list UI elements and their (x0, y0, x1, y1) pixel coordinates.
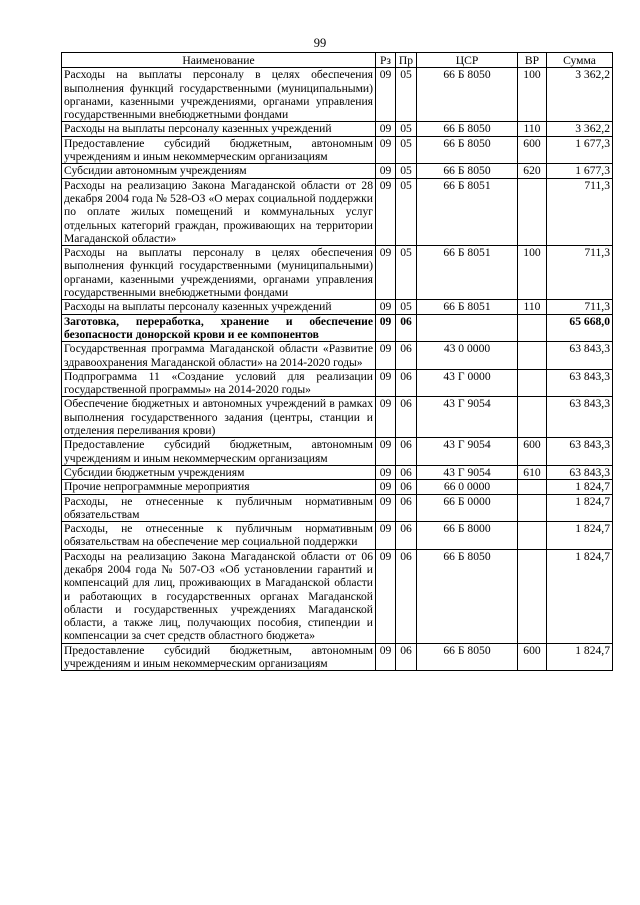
cell-sum: 1 677,3 (547, 136, 613, 164)
cell-vr (518, 480, 547, 494)
cell-sum: 63 843,3 (547, 342, 613, 370)
cell-name: Расходы на выплаты персоналу в целях обеспечения выполнения функций государственными (муниципальными) органами, казенными учреждениями, органами управления государственными внебюджетными фондами (62, 246, 376, 300)
cell-pr: 06 (396, 397, 417, 438)
cell-rz: 09 (376, 438, 396, 466)
cell-csr: 66 Б 8050 (417, 122, 518, 136)
cell-name: Расходы на реализацию Закона Магаданской области от 28 декабря 2004 года № 528-ОЗ «О мерах социальной поддержки по оплате жилых помещений и коммунальных услуг отдельных категорий граждан, проживающих на территории Магаданской области» (62, 178, 376, 245)
cell-rz: 09 (376, 122, 396, 136)
cell-name: Расходы на выплаты персоналу казенных учреждений (62, 300, 376, 314)
table-row (62, 494, 613, 522)
cell-vr (518, 314, 547, 342)
cell-rz: 09 (376, 246, 396, 300)
cell-pr: 05 (396, 122, 417, 136)
cell-csr: 43 Г 9054 (417, 397, 518, 438)
header-vr: ВР (518, 53, 547, 68)
cell-csr: 43 Г 0000 (417, 369, 518, 397)
cell-rz: 09 (376, 480, 396, 494)
cell-pr: 06 (396, 369, 417, 397)
cell-name: Расходы, не отнесенные к публичным нормативным обязательствам на обеспечение мер социальной поддержки (62, 522, 376, 550)
cell-rz: 09 (376, 465, 396, 479)
budget-table (61, 52, 613, 671)
cell-csr: 66 Б 8051 (417, 246, 518, 300)
table-row (62, 438, 613, 466)
table-row (62, 369, 613, 397)
cell-vr (518, 549, 547, 643)
cell-name: Предоставление субсидий бюджетным, автономным учреждениям и иным некоммерческим организациям (62, 136, 376, 164)
cell-vr: 110 (518, 300, 547, 314)
cell-sum: 1 677,3 (547, 164, 613, 178)
cell-pr: 06 (396, 549, 417, 643)
cell-vr (518, 522, 547, 550)
cell-vr (518, 494, 547, 522)
cell-pr: 05 (396, 246, 417, 300)
cell-sum: 711,3 (547, 300, 613, 314)
cell-rz: 09 (376, 494, 396, 522)
table-row (62, 68, 613, 122)
cell-pr: 05 (396, 68, 417, 122)
table-row (62, 178, 613, 245)
cell-name: Прочие непрограммные мероприятия (62, 480, 376, 494)
cell-rz: 09 (376, 397, 396, 438)
table-row (62, 136, 613, 164)
table-row (62, 314, 613, 342)
cell-vr: 100 (518, 246, 547, 300)
cell-rz: 09 (376, 549, 396, 643)
cell-sum: 1 824,7 (547, 643, 613, 671)
cell-name: Государственная программа Магаданской области «Развитие здравоохранения Магаданской области» на 2014-2020 годы» (62, 342, 376, 370)
cell-sum: 3 362,2 (547, 68, 613, 122)
table-header-row (62, 53, 613, 68)
header-rz: Рз (376, 53, 396, 68)
cell-pr: 06 (396, 643, 417, 671)
table-row (62, 480, 613, 494)
cell-pr: 05 (396, 164, 417, 178)
cell-pr: 06 (396, 342, 417, 370)
cell-name: Предоставление субсидий бюджетным, автономным учреждениям и иным некоммерческим организациям (62, 438, 376, 466)
cell-pr: 05 (396, 136, 417, 164)
cell-vr (518, 342, 547, 370)
cell-csr: 66 Б 8051 (417, 300, 518, 314)
page-number: 99 (313, 36, 327, 50)
table-row (62, 300, 613, 314)
cell-sum: 63 843,3 (547, 465, 613, 479)
cell-sum: 3 362,2 (547, 122, 613, 136)
cell-vr: 610 (518, 465, 547, 479)
table-row (62, 465, 613, 479)
table-row (62, 397, 613, 438)
table-row (62, 246, 613, 300)
cell-vr: 100 (518, 68, 547, 122)
cell-rz: 09 (376, 136, 396, 164)
cell-rz: 09 (376, 178, 396, 245)
cell-sum: 63 843,3 (547, 369, 613, 397)
cell-vr: 600 (518, 136, 547, 164)
header-sum: Сумма (547, 53, 613, 68)
cell-sum: 1 824,7 (547, 549, 613, 643)
cell-pr: 06 (396, 314, 417, 342)
cell-name: Расходы, не отнесенные к публичным нормативным обязательствам (62, 494, 376, 522)
cell-name: Расходы на выплаты персоналу казенных учреждений (62, 122, 376, 136)
cell-vr (518, 369, 547, 397)
cell-name: Предоставление субсидий бюджетным, автономным учреждениям и иным некоммерческим организациям (62, 643, 376, 671)
cell-vr (518, 397, 547, 438)
cell-name: Заготовка, переработка, хранение и обеспечение безопасности донорской крови и ее компонентов (62, 314, 376, 342)
cell-vr: 600 (518, 438, 547, 466)
cell-csr: 43 Г 9054 (417, 438, 518, 466)
table-row (62, 164, 613, 178)
cell-csr: 66 Б 8050 (417, 164, 518, 178)
cell-csr: 43 Г 9054 (417, 465, 518, 479)
cell-sum: 1 824,7 (547, 480, 613, 494)
cell-sum: 63 843,3 (547, 438, 613, 466)
table-row (62, 122, 613, 136)
cell-csr: 66 0 0000 (417, 480, 518, 494)
table-row (62, 522, 613, 550)
cell-pr: 06 (396, 480, 417, 494)
cell-vr (518, 178, 547, 245)
cell-rz: 09 (376, 643, 396, 671)
cell-sum: 711,3 (547, 246, 613, 300)
cell-name: Подпрограмма 11 «Создание условий для реализации государственной программы» на 2014-2020 годы» (62, 369, 376, 397)
cell-sum: 1 824,7 (547, 522, 613, 550)
cell-pr: 05 (396, 178, 417, 245)
cell-name: Расходы на реализацию Закона Магаданской области от 06 декабря 2004 года № 507-ОЗ «Об установлении гарантий и компенсаций для лиц, проживающих в Магаданской области и работающих в государственных органах Магаданской области и государственных учреждениях Магаданской области, а также лиц, получающих пособия, стипендии и компенсации за счет средств областного бюджета» (62, 549, 376, 643)
cell-csr (417, 314, 518, 342)
cell-vr: 620 (518, 164, 547, 178)
cell-name: Обеспечение бюджетных и автономных учреждений в рамках выполнения государственного задания (центры, станции и отделения переливания крови) (62, 397, 376, 438)
cell-vr: 110 (518, 122, 547, 136)
cell-rz: 09 (376, 342, 396, 370)
cell-rz: 09 (376, 522, 396, 550)
cell-csr: 66 Б 8050 (417, 643, 518, 671)
cell-csr: 66 Б 8051 (417, 178, 518, 245)
cell-name: Субсидии автономным учреждениям (62, 164, 376, 178)
cell-rz: 09 (376, 369, 396, 397)
cell-pr: 06 (396, 522, 417, 550)
cell-pr: 06 (396, 438, 417, 466)
cell-csr: 43 0 0000 (417, 342, 518, 370)
cell-csr: 66 Б 8050 (417, 549, 518, 643)
table-row (62, 342, 613, 370)
cell-vr: 600 (518, 643, 547, 671)
header-pr: Пр (396, 53, 417, 68)
cell-name: Субсидии бюджетным учреждениям (62, 465, 376, 479)
header-name: Наименование (62, 53, 376, 68)
cell-sum: 63 843,3 (547, 397, 613, 438)
cell-rz: 09 (376, 314, 396, 342)
cell-rz: 09 (376, 164, 396, 178)
table-row (62, 549, 613, 643)
header-csr: ЦСР (417, 53, 518, 68)
cell-csr: 66 Б 8050 (417, 68, 518, 122)
table-row (62, 643, 613, 671)
cell-sum: 1 824,7 (547, 494, 613, 522)
cell-csr: 66 Б 0000 (417, 494, 518, 522)
cell-pr: 05 (396, 300, 417, 314)
cell-csr: 66 Б 8050 (417, 136, 518, 164)
cell-rz: 09 (376, 68, 396, 122)
cell-sum: 65 668,0 (547, 314, 613, 342)
cell-csr: 66 Б 8000 (417, 522, 518, 550)
cell-sum: 711,3 (547, 178, 613, 245)
cell-rz: 09 (376, 300, 396, 314)
cell-pr: 06 (396, 494, 417, 522)
cell-pr: 06 (396, 465, 417, 479)
cell-name: Расходы на выплаты персоналу в целях обеспечения выполнения функций государственными (муниципальными) органами, казенными учреждениями, органами управления государственными внебюджетными фондами (62, 68, 376, 122)
